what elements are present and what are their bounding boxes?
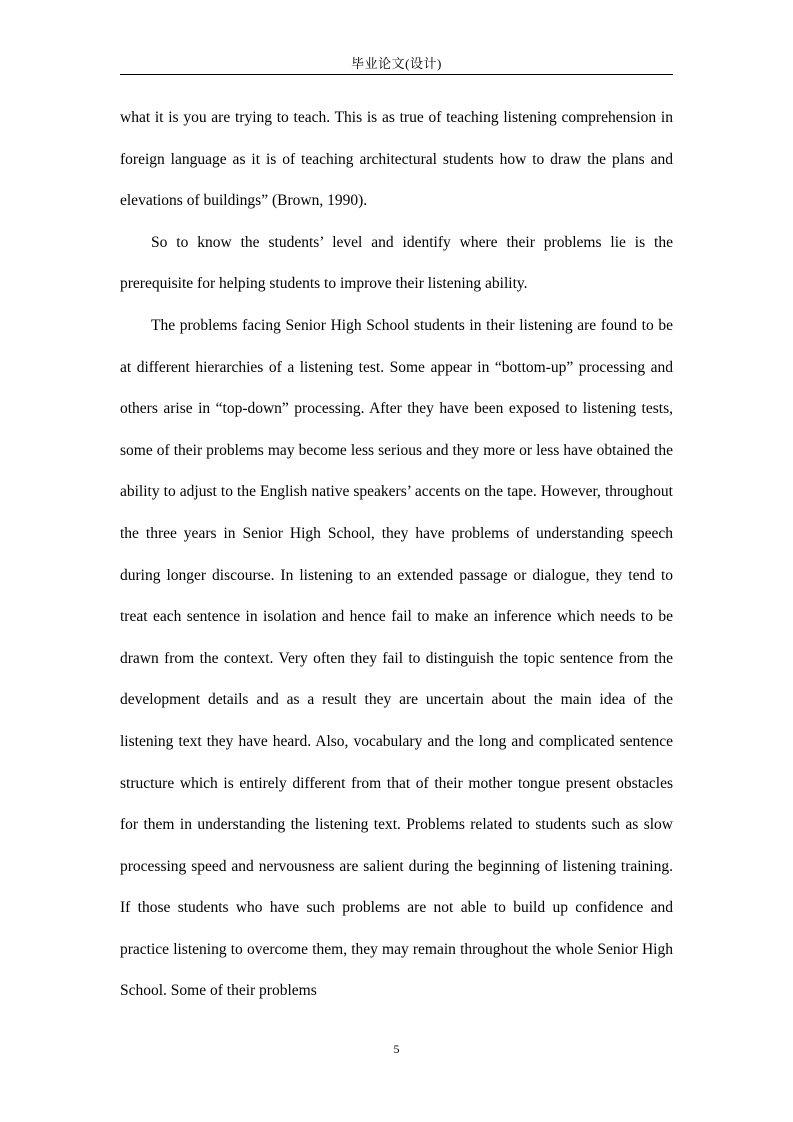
paragraph-problems: The problems facing Senior High School students in their listening are found to be at different hierarchies of a listening test. Some appear in “bottom-up” processing and others arise in “top-down” processing. After they have been exposed to listening tests, some of their problems may become less serious and they more or less have obtained the ability to adjust to the English native speakers’ accents on the tape. However, throughout the three years in Senior High School, they have problems of understanding speech during longer discourse. In listening to an extended passage or dialogue, they tend to treat each sentence in isolation and hence fail to make an inference which needs to be drawn from the context. Very often they fail to distinguish the topic sentence from the development details and as a result they are uncertain about the main idea of the listening text they have heard. Also, vocabulary and the long and complicated sentence structure which is entirely different from that of their mother tongue present obstacles for them in understanding the listening text. Problems related to students such as slow processing speed and nervousness are salient during the beginning of listening training. If those students who have such problems are not able to build up confidence and practice listening to overcome them, they may remain throughout the whole Senior High School. Some of their problems	[120, 316, 673, 1000]
paragraph-continuation: what it is you are trying to teach. This is as true of teaching listening comprehension in foreign language as it is of teaching architectural students how to draw the plans and elevations of buildings” (Brown, 1990).	[120, 109, 673, 210]
page-header-title: 毕业论文(设计)	[351, 56, 442, 71]
header-rule	[120, 74, 673, 75]
paragraph-prerequisite: So to know the students’ level and identify where their problems lie is the prerequisite for helping students to improve their listening ability.	[120, 233, 673, 293]
body-text	[120, 97, 673, 1012]
page-number: 5	[393, 1042, 400, 1056]
